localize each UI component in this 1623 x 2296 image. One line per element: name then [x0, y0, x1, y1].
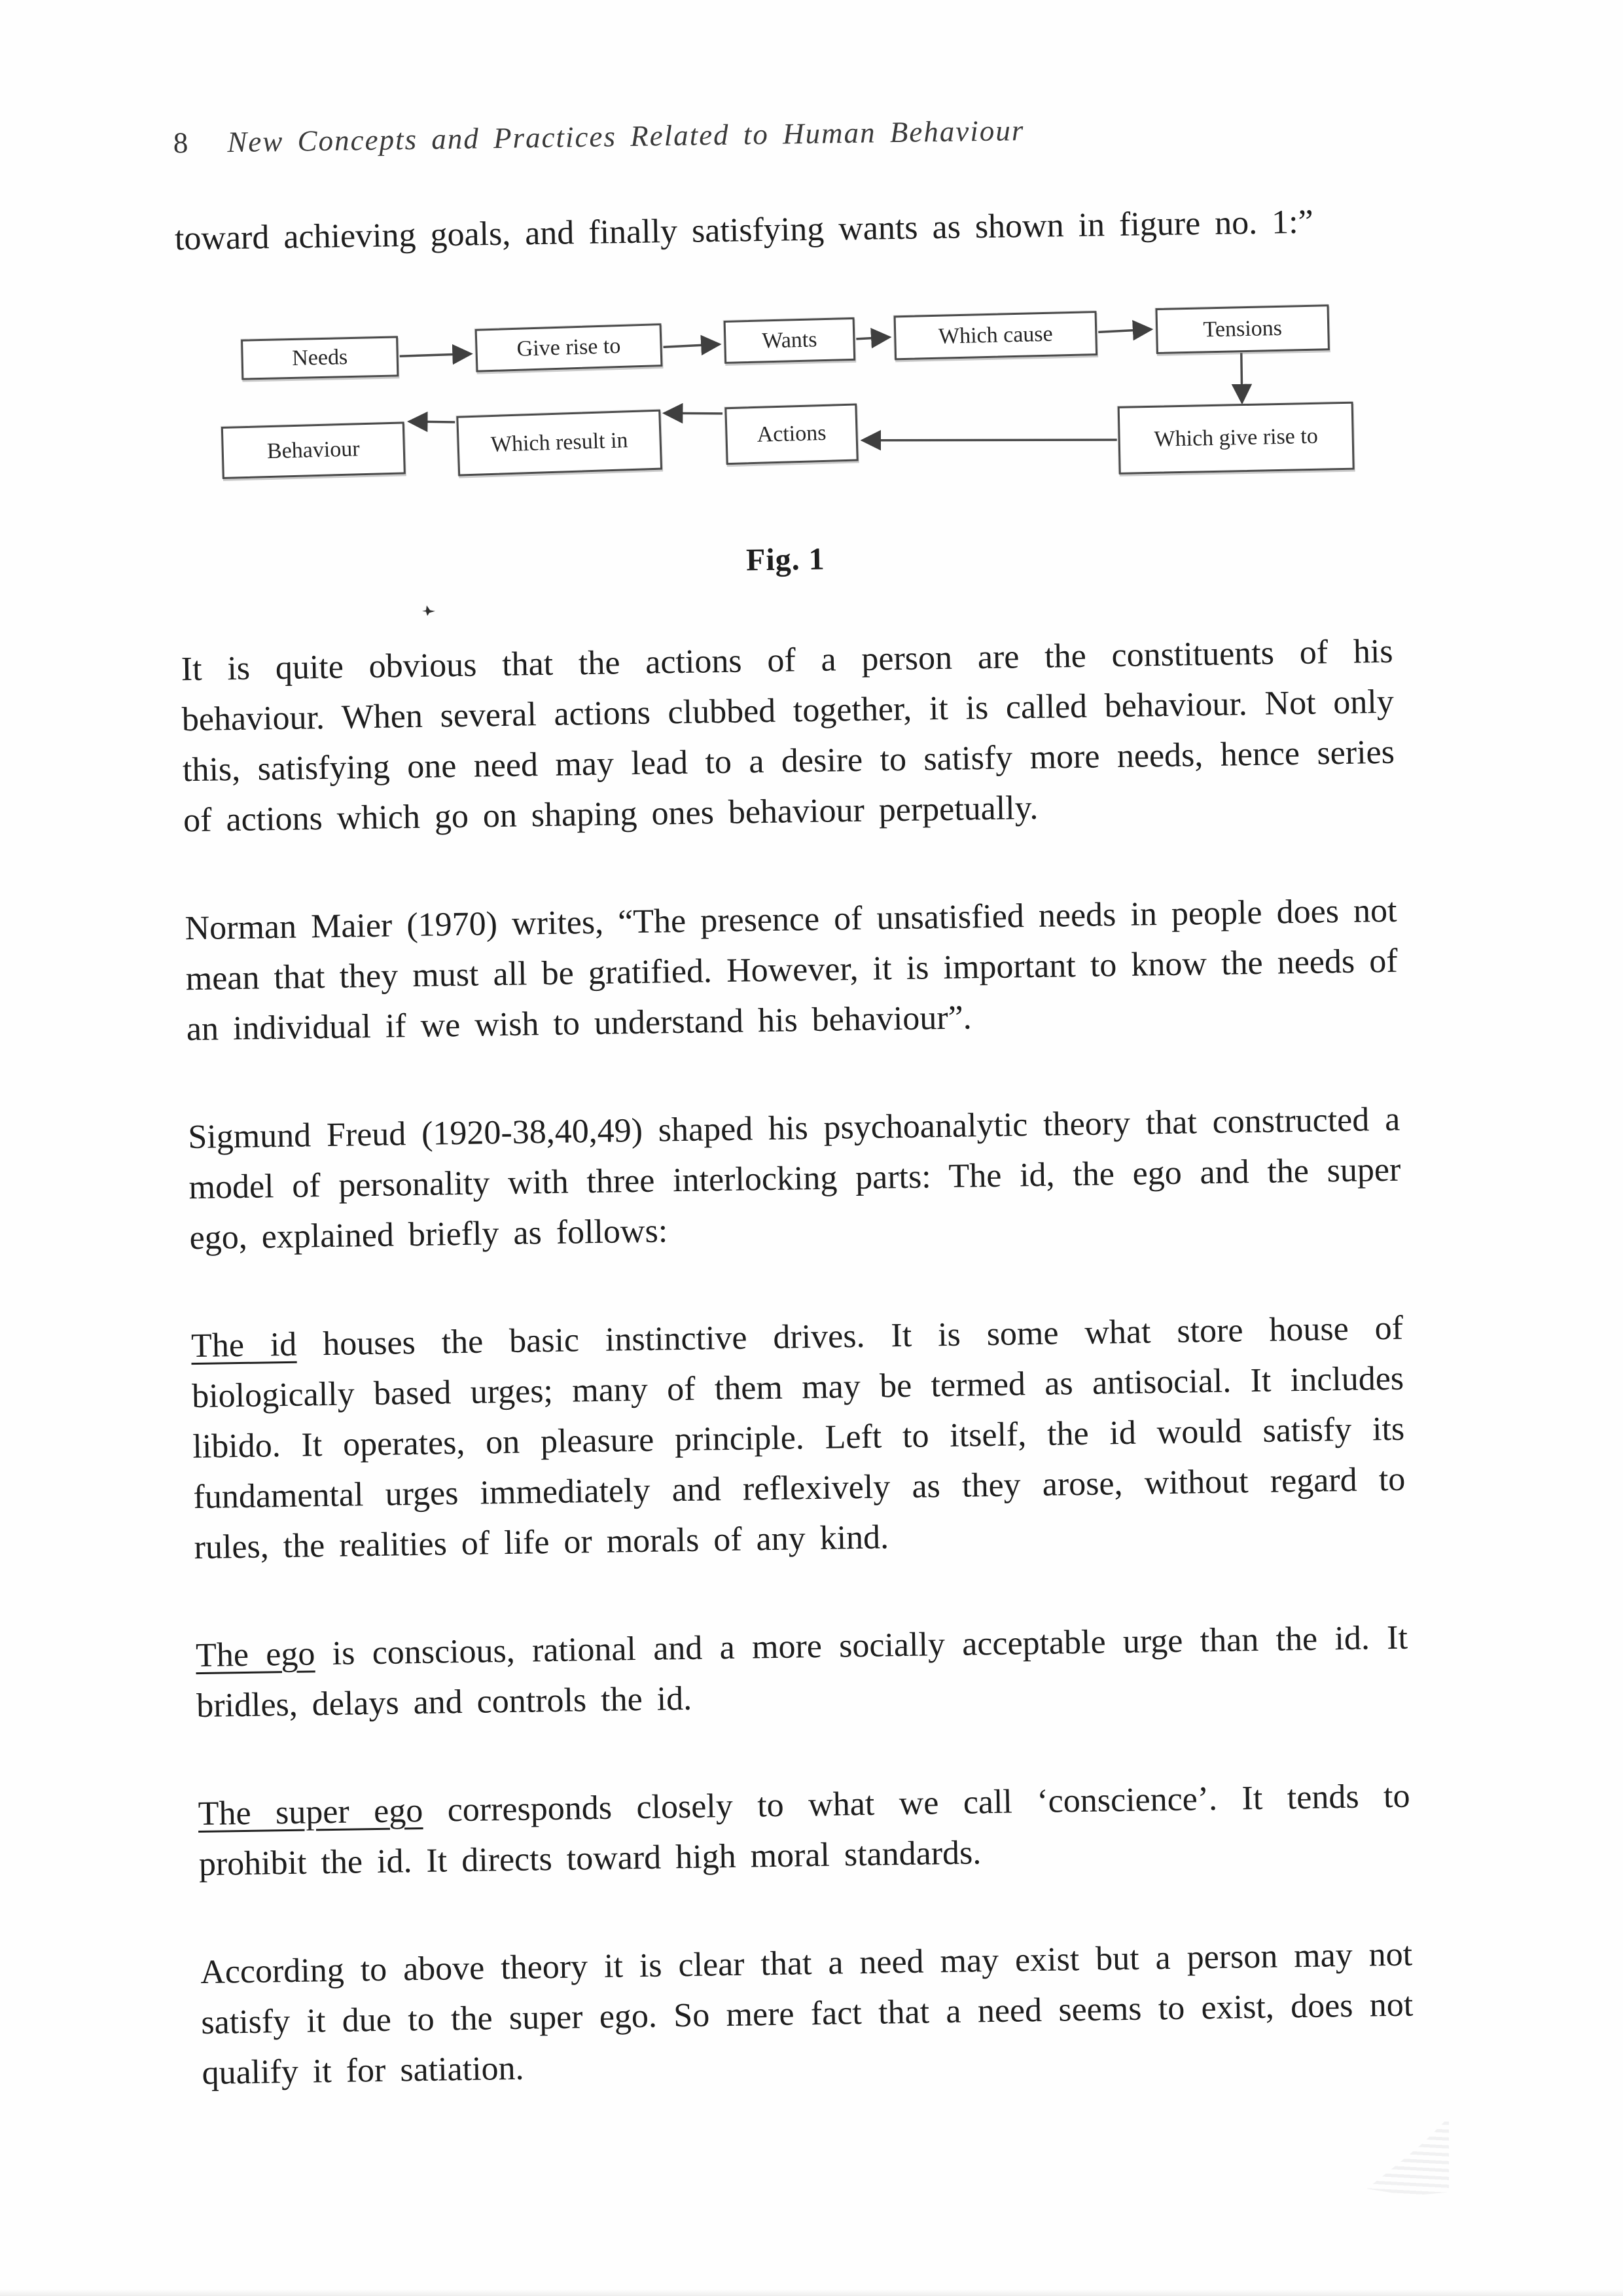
flow-box-give-rise-to-label: Give rise to — [516, 333, 621, 361]
term-the-super-ego: The super ego — [198, 1791, 423, 1833]
paragraph-the-super-ego-text: corresponds closely to what we call ‘conscience’. It tends to prohibit the id. It directs toward high moral standards. — [198, 1777, 1410, 1884]
paragraph-the-ego-text: is conscious, rational and a more socially acceptable urge than the id. It bridles, delays and controls the id. — [196, 1619, 1408, 1725]
paragraph-sigmund-freud: Sigmund Freud (1920-38,40,49) shaped his psychoanalytic theory that constructed a model of personality with three interlocking parts: The id, the ego and the super ego, explained briefly as follows: — [187, 1100, 1401, 1257]
scan-smudge-artifact — [1363, 2113, 1449, 2199]
page-number: 8 — [173, 126, 190, 160]
flow-box-needs — [241, 336, 399, 380]
flow-box-which-cause — [894, 311, 1098, 360]
intro-paragraph: toward achieving goals, and finally satisfying wants as shown in figure no. 1:” — [174, 203, 1314, 258]
running-head — [173, 108, 1385, 160]
flow-box-give-rise-to — [475, 323, 663, 372]
paragraph-the-id-text: houses the basic instinctive drives. It is some what store house of biologically based urges; many of them may be termed as antisocial. It includes libido. It operates, on pleasure principle. Left to itself, the id would satisfy its fundamental urges immediately and reflexively as they arose, without regard to rules, the realities of life or morals of any kind. — [191, 1309, 1406, 1567]
paragraph-the-id — [191, 1303, 1407, 1573]
paragraph-conclusion: According to above theory it is clear that a need may exist but a person may not satisfy it due to the super ego. So mere fact that a need seems to exist, does not qualify it for satiation. — [200, 1935, 1414, 2092]
flow-box-which-cause-label: Which cause — [938, 321, 1054, 349]
paragraph-the-super-ego — [198, 1771, 1411, 1890]
figure-caption: Fig. 1 — [745, 541, 826, 578]
paragraph-norman-maier: Norman Maier (1970) writes, “The presence of unsatisfied needs in people does not mean that they must all be gratified. However, it is important to know the needs of an individual if we wish to understand his behaviour”. — [185, 891, 1398, 1049]
running-title: New Concepts and Practices Related to Human Behaviour — [226, 114, 1025, 159]
flow-box-wants-label: Wants — [761, 327, 817, 353]
flow-box-tensions-label: Tensions — [1203, 315, 1283, 342]
paragraph-actions-behaviour: It is quite obvious that the actions of a person are the constituents of his behaviour. When several actions clubbed together, it is called behaviour. Not only this, satisfying one need may lead to a desire to satisfy more needs, hence series of actions which go on shaping ones behaviour perpetually. — [181, 632, 1395, 840]
flow-box-behaviour — [221, 422, 406, 479]
term-the-id: The id — [190, 1325, 297, 1365]
flow-box-behaviour-label: Behaviour — [266, 437, 361, 464]
figure-1-flowchart — [176, 297, 1391, 511]
paragraph-the-ego — [196, 1613, 1409, 1731]
flow-box-actions — [724, 403, 858, 465]
flow-box-which-give-rise-to-label: Which give rise to — [1154, 423, 1319, 452]
flow-box-tensions — [1155, 304, 1329, 354]
flow-box-which-result-in-label: Which result in — [490, 428, 629, 457]
flow-box-wants — [724, 317, 856, 364]
flow-box-actions-label: Actions — [757, 420, 827, 447]
flow-box-which-give-rise-to — [1118, 402, 1355, 475]
term-the-ego: The ego — [195, 1635, 315, 1675]
flow-box-which-result-in — [456, 410, 662, 476]
flow-box-needs-label: Needs — [291, 345, 348, 370]
scan-bottom-edge-shadow — [0, 2289, 1623, 2296]
